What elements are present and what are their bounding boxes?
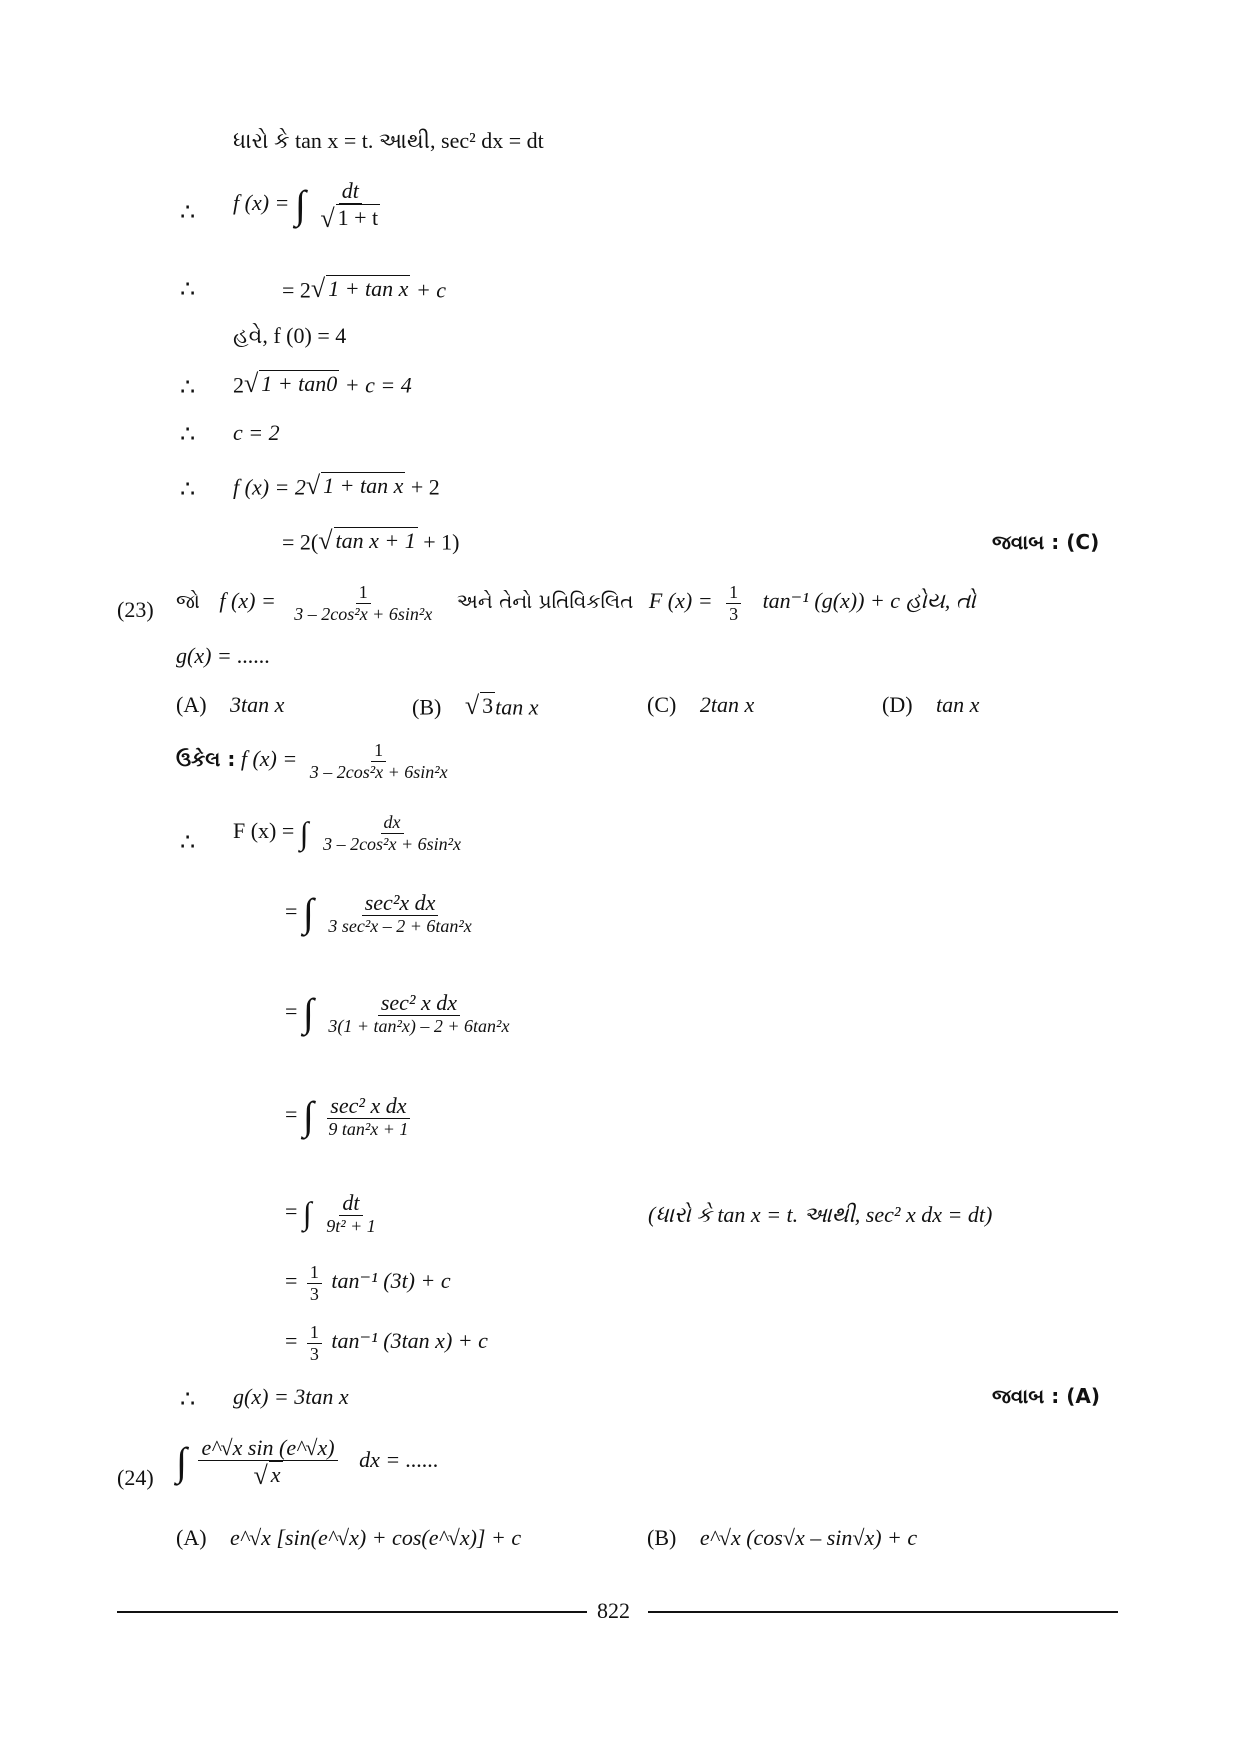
- substitution-line: [233, 128, 544, 154]
- step-4: = ∫ $\frac{\text{sec² x dx}}{\text{9 tan²x + 1}}$: [285, 1093, 409, 1140]
- result-line-8: = 2( √ tan x + 1 + 1): [282, 526, 460, 556]
- answer-c: જવાબ : (C): [992, 530, 1100, 554]
- step-5: = ∫ $\frac{dt}{\text{9t² + 1}}$: [285, 1190, 376, 1237]
- step-1: F (x) = ∫ $\frac{dx}{\text{3 – 2cos²x + 6sin²x}}$: [233, 812, 461, 854]
- therefore-6: ∴: [180, 830, 196, 856]
- step-6: = $\frac{1}{3}$ tan⁻¹ (3t) + c: [285, 1262, 451, 1304]
- option-b[interactable]: (B) √ 3 tan x: [412, 691, 539, 721]
- fraction: dt √ 1 + t: [320, 178, 379, 233]
- therefore-4: ∴: [180, 422, 196, 448]
- substitution-note: (ધારો કે tan x = t. આથી, sec² x dx = dt): [648, 1202, 993, 1227]
- one-third: $\frac{1}{3}$: [726, 582, 741, 624]
- result-line-7: f (x) = 2 √ 1 + tan x + 2: [233, 471, 440, 501]
- answer-a: જવાબ : (A): [992, 1384, 1101, 1408]
- question-24-option-a[interactable]: (A) e^√x [sin(e^√x) + cos(e^√x)] + c: [176, 1525, 522, 1550]
- option-d[interactable]: (D) tan x: [882, 692, 980, 717]
- therefore-5: ∴: [180, 477, 196, 503]
- q23-fraction: $\frac{1}{\text{3 – 2cos²x + 6sin²x}}$: [294, 582, 433, 624]
- solution-fraction: $\frac{1}{\text{3 – 2cos²x + 6sin²x}}$: [309, 740, 448, 782]
- final-result: g(x) = 3tan x: [233, 1384, 349, 1409]
- footer-rule-left: [117, 1611, 587, 1613]
- question-23-number: (23): [117, 597, 154, 622]
- therefore-1: ∴: [180, 200, 196, 226]
- step-3: = ∫ $\frac{\text{sec² x dx}}{\text{3(1 + tan²x) – 2 + 6tan²x}}$: [285, 990, 510, 1037]
- question-23-statement: જો f (x) = $\frac{1}{\text{3 – 2cos²x + 6sin²x}}$ અને તેનો પ્રતિવિકલિત F (x) = $\frac{1}{3}$ tan⁻¹ (g(x)) + c હોય, તો: [176, 582, 976, 624]
- result-line-5: 2 √ 1 + tan0 + c = 4: [233, 369, 412, 399]
- question-23-gx: g(x) = ......: [176, 643, 271, 668]
- therefore-2: ∴: [180, 277, 196, 303]
- solution-heading: ઉકેલ : f (x) = $\frac{1}{\text{3 – 2cos²x + 6sin²x}}$: [176, 740, 455, 782]
- integral-line: f (x) = ∫ dt √ 1 + t: [233, 178, 387, 232]
- question-24-option-b[interactable]: (B) e^√x (cos√x – sin√x) + c: [647, 1525, 918, 1550]
- question-24-number: (24): [117, 1465, 154, 1490]
- substitution-text: ધારો કે tan x = t. આથી, sec² dx = dt: [233, 128, 544, 153]
- step-7: = $\frac{1}{3}$ tan⁻¹ (3tan x) + c: [285, 1322, 488, 1364]
- therefore-3: ∴: [180, 375, 196, 401]
- therefore-7: ∴: [180, 1387, 196, 1413]
- given-line: હવે, f (0) = 4: [233, 323, 347, 348]
- integral-sign: ∫: [294, 181, 306, 227]
- footer-rule-right: [648, 1611, 1118, 1613]
- option-a[interactable]: (A) 3tan x: [176, 692, 285, 717]
- result-line-2: = 2 √ 1 + tan x + c: [282, 274, 447, 304]
- result-line-6: c = 2: [233, 420, 280, 445]
- page-number: 822: [597, 1598, 630, 1623]
- option-c[interactable]: (C) 2tan x: [647, 692, 755, 717]
- question-24-statement: ∫ e^√x sin (e^√x) √ x dx = ......: [176, 1435, 439, 1490]
- step-2: = ∫ $\frac{\text{sec²x dx}}{\text{3 sec²x – 2 + 6tan²x}}$: [285, 890, 472, 937]
